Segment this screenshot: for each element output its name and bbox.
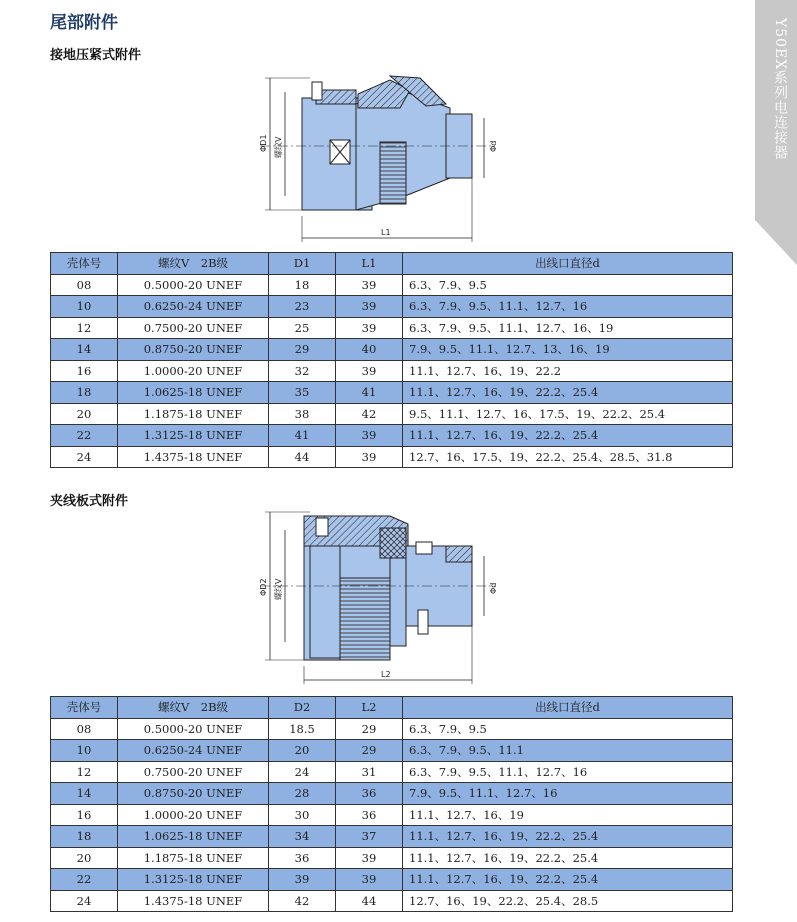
cell: 39 [336,296,403,318]
table-row [51,317,733,339]
ground-clamp-table [50,252,733,468]
cell: 38 [269,403,336,425]
table-row [51,804,733,826]
d1-label: ΦD1 [259,134,268,152]
header-thread: 螺纹V 2B级 [118,697,269,719]
cell: 11.1、12.7、16、19、22.2、25.4 [403,425,733,447]
cable-clamp-drawing [250,506,510,686]
table-row [51,274,733,296]
cell: 11.1、12.7、16、19 [403,804,733,826]
table-row [51,826,733,848]
table-row [51,403,733,425]
cell: 34 [269,826,336,848]
header-d2: D2 [269,697,336,719]
cell: 11.1、12.7、16、19、22.2 [403,360,733,382]
table-row [51,382,733,404]
cell: 0.7500-20 UNEF [118,317,269,339]
cell: 31 [336,761,403,783]
cell: 32 [269,360,336,382]
header-d1: D1 [269,253,336,275]
table-row [51,718,733,740]
cable-clamp-table [50,696,733,912]
cell: 42 [336,403,403,425]
length-label: L2 [381,670,391,679]
ground-clamp-drawing [250,68,510,246]
header-l1: L1 [336,253,403,275]
cell: 9.5、11.1、12.7、16、17.5、19、22.2、25.4 [403,403,733,425]
cell: 1.1875-18 UNEF [118,847,269,869]
cell: 12.7、16、17.5、19、22.2、25.4、28.5、31.8 [403,446,733,468]
d2-label: ΦD2 [259,578,268,596]
cell: 1.3125-18 UNEF [118,425,269,447]
cell: 20 [51,403,118,425]
table-row [51,761,733,783]
cell: 39 [336,869,403,891]
header-outlet: 出线口直径d [403,253,733,275]
table-row [51,425,733,447]
cell: 10 [51,296,118,318]
cell: 37 [336,826,403,848]
cell: 18 [51,826,118,848]
cell: 29 [336,740,403,762]
cell: 6.3、7.9、9.5、11.1、12.7、16 [403,761,733,783]
cell: 23 [269,296,336,318]
table-row [51,847,733,869]
cell: 20 [269,740,336,762]
cell: 42 [269,890,336,912]
cell: 18.5 [269,718,336,740]
cell: 28 [269,783,336,805]
cell: 29 [336,718,403,740]
cell: 44 [269,446,336,468]
cell: 36 [336,804,403,826]
cell: 6.3、7.9、9.5、11.1、12.7、16 [403,296,733,318]
cell: 11.1、12.7、16、19、22.2、25.4 [403,382,733,404]
cell: 39 [269,869,336,891]
header-shell: 壳体号 [51,253,118,275]
cell: 18 [51,382,118,404]
cell: 11.1、12.7、16、19、22.2、25.4 [403,869,733,891]
thread-label: 螺纹V [274,136,283,158]
cell: 22 [51,869,118,891]
cell: 10 [51,740,118,762]
cell: 1.4375-18 UNEF [118,446,269,468]
length-label: L1 [381,228,391,237]
table-row [51,740,733,762]
cell: 12 [51,317,118,339]
cell: 41 [336,382,403,404]
cell: 7.9、9.5、11.1、12.7、13、16、19 [403,339,733,361]
cell: 0.5000-20 UNEF [118,718,269,740]
cell: 24 [51,890,118,912]
header-thread: 螺纹V 2B级 [118,253,269,275]
table-row [51,890,733,912]
cell: 6.3、7.9、9.5 [403,274,733,296]
cell: 39 [336,317,403,339]
cell: 36 [336,783,403,805]
cell: 12.7、16、19、22.2、25.4、28.5 [403,890,733,912]
cell: 22 [51,425,118,447]
cell: 41 [269,425,336,447]
cell: 0.7500-20 UNEF [118,761,269,783]
cell: 16 [51,804,118,826]
table-row [51,360,733,382]
cell: 24 [51,446,118,468]
d-label: Φd [489,582,498,594]
cell: 0.6250-24 UNEF [118,740,269,762]
cell: 12 [51,761,118,783]
table-row [51,339,733,361]
cell: 25 [269,317,336,339]
thread-label: 螺纹V [274,578,283,600]
cell: 11.1、12.7、16、19、22.2、25.4 [403,847,733,869]
cell: 1.0000-20 UNEF [118,804,269,826]
cell: 40 [336,339,403,361]
cell: 1.4375-18 UNEF [118,890,269,912]
table-row [51,783,733,805]
cell: 1.0625-18 UNEF [118,382,269,404]
cell: 39 [336,446,403,468]
cell: 30 [269,804,336,826]
cell: 6.3、7.9、9.5、11.1 [403,740,733,762]
cell: 1.0625-18 UNEF [118,826,269,848]
cell: 08 [51,274,118,296]
page-title: 尾部附件 [50,13,118,33]
header-outlet: 出线口直径d [403,697,733,719]
cell: 0.6250-24 UNEF [118,296,269,318]
cell: 1.3125-18 UNEF [118,869,269,891]
cell: 7.9、9.5、11.1、12.7、16 [403,783,733,805]
section2-title: 夹线板式附件 [50,494,129,509]
cell: 18 [269,274,336,296]
cell: 6.3、7.9、9.5 [403,718,733,740]
cell: 39 [336,274,403,296]
cell: 0.5000-20 UNEF [118,274,269,296]
cell: 08 [51,718,118,740]
cell: 0.8750-20 UNEF [118,783,269,805]
cell: 14 [51,783,118,805]
cell: 20 [51,847,118,869]
table-row [51,296,733,318]
side-label: Y50EX系列电连接器 [772,18,788,161]
cell: 6.3、7.9、9.5、11.1、12.7、16、19 [403,317,733,339]
cell: 29 [269,339,336,361]
cell: 0.8750-20 UNEF [118,339,269,361]
cell: 39 [336,360,403,382]
d-label: Φd [489,140,498,152]
cell: 14 [51,339,118,361]
cell: 1.0000-20 UNEF [118,360,269,382]
table-row [51,869,733,891]
cell: 36 [269,847,336,869]
cell: 39 [336,847,403,869]
cell: 16 [51,360,118,382]
cell: 1.1875-18 UNEF [118,403,269,425]
cell: 44 [336,890,403,912]
cell: 35 [269,382,336,404]
header-shell: 壳体号 [51,697,118,719]
section1-title: 接地压紧式附件 [50,48,142,63]
header-l2: L2 [336,697,403,719]
table-row [51,446,733,468]
cell: 39 [336,425,403,447]
cell: 11.1、12.7、16、19、22.2、25.4 [403,826,733,848]
cell: 24 [269,761,336,783]
